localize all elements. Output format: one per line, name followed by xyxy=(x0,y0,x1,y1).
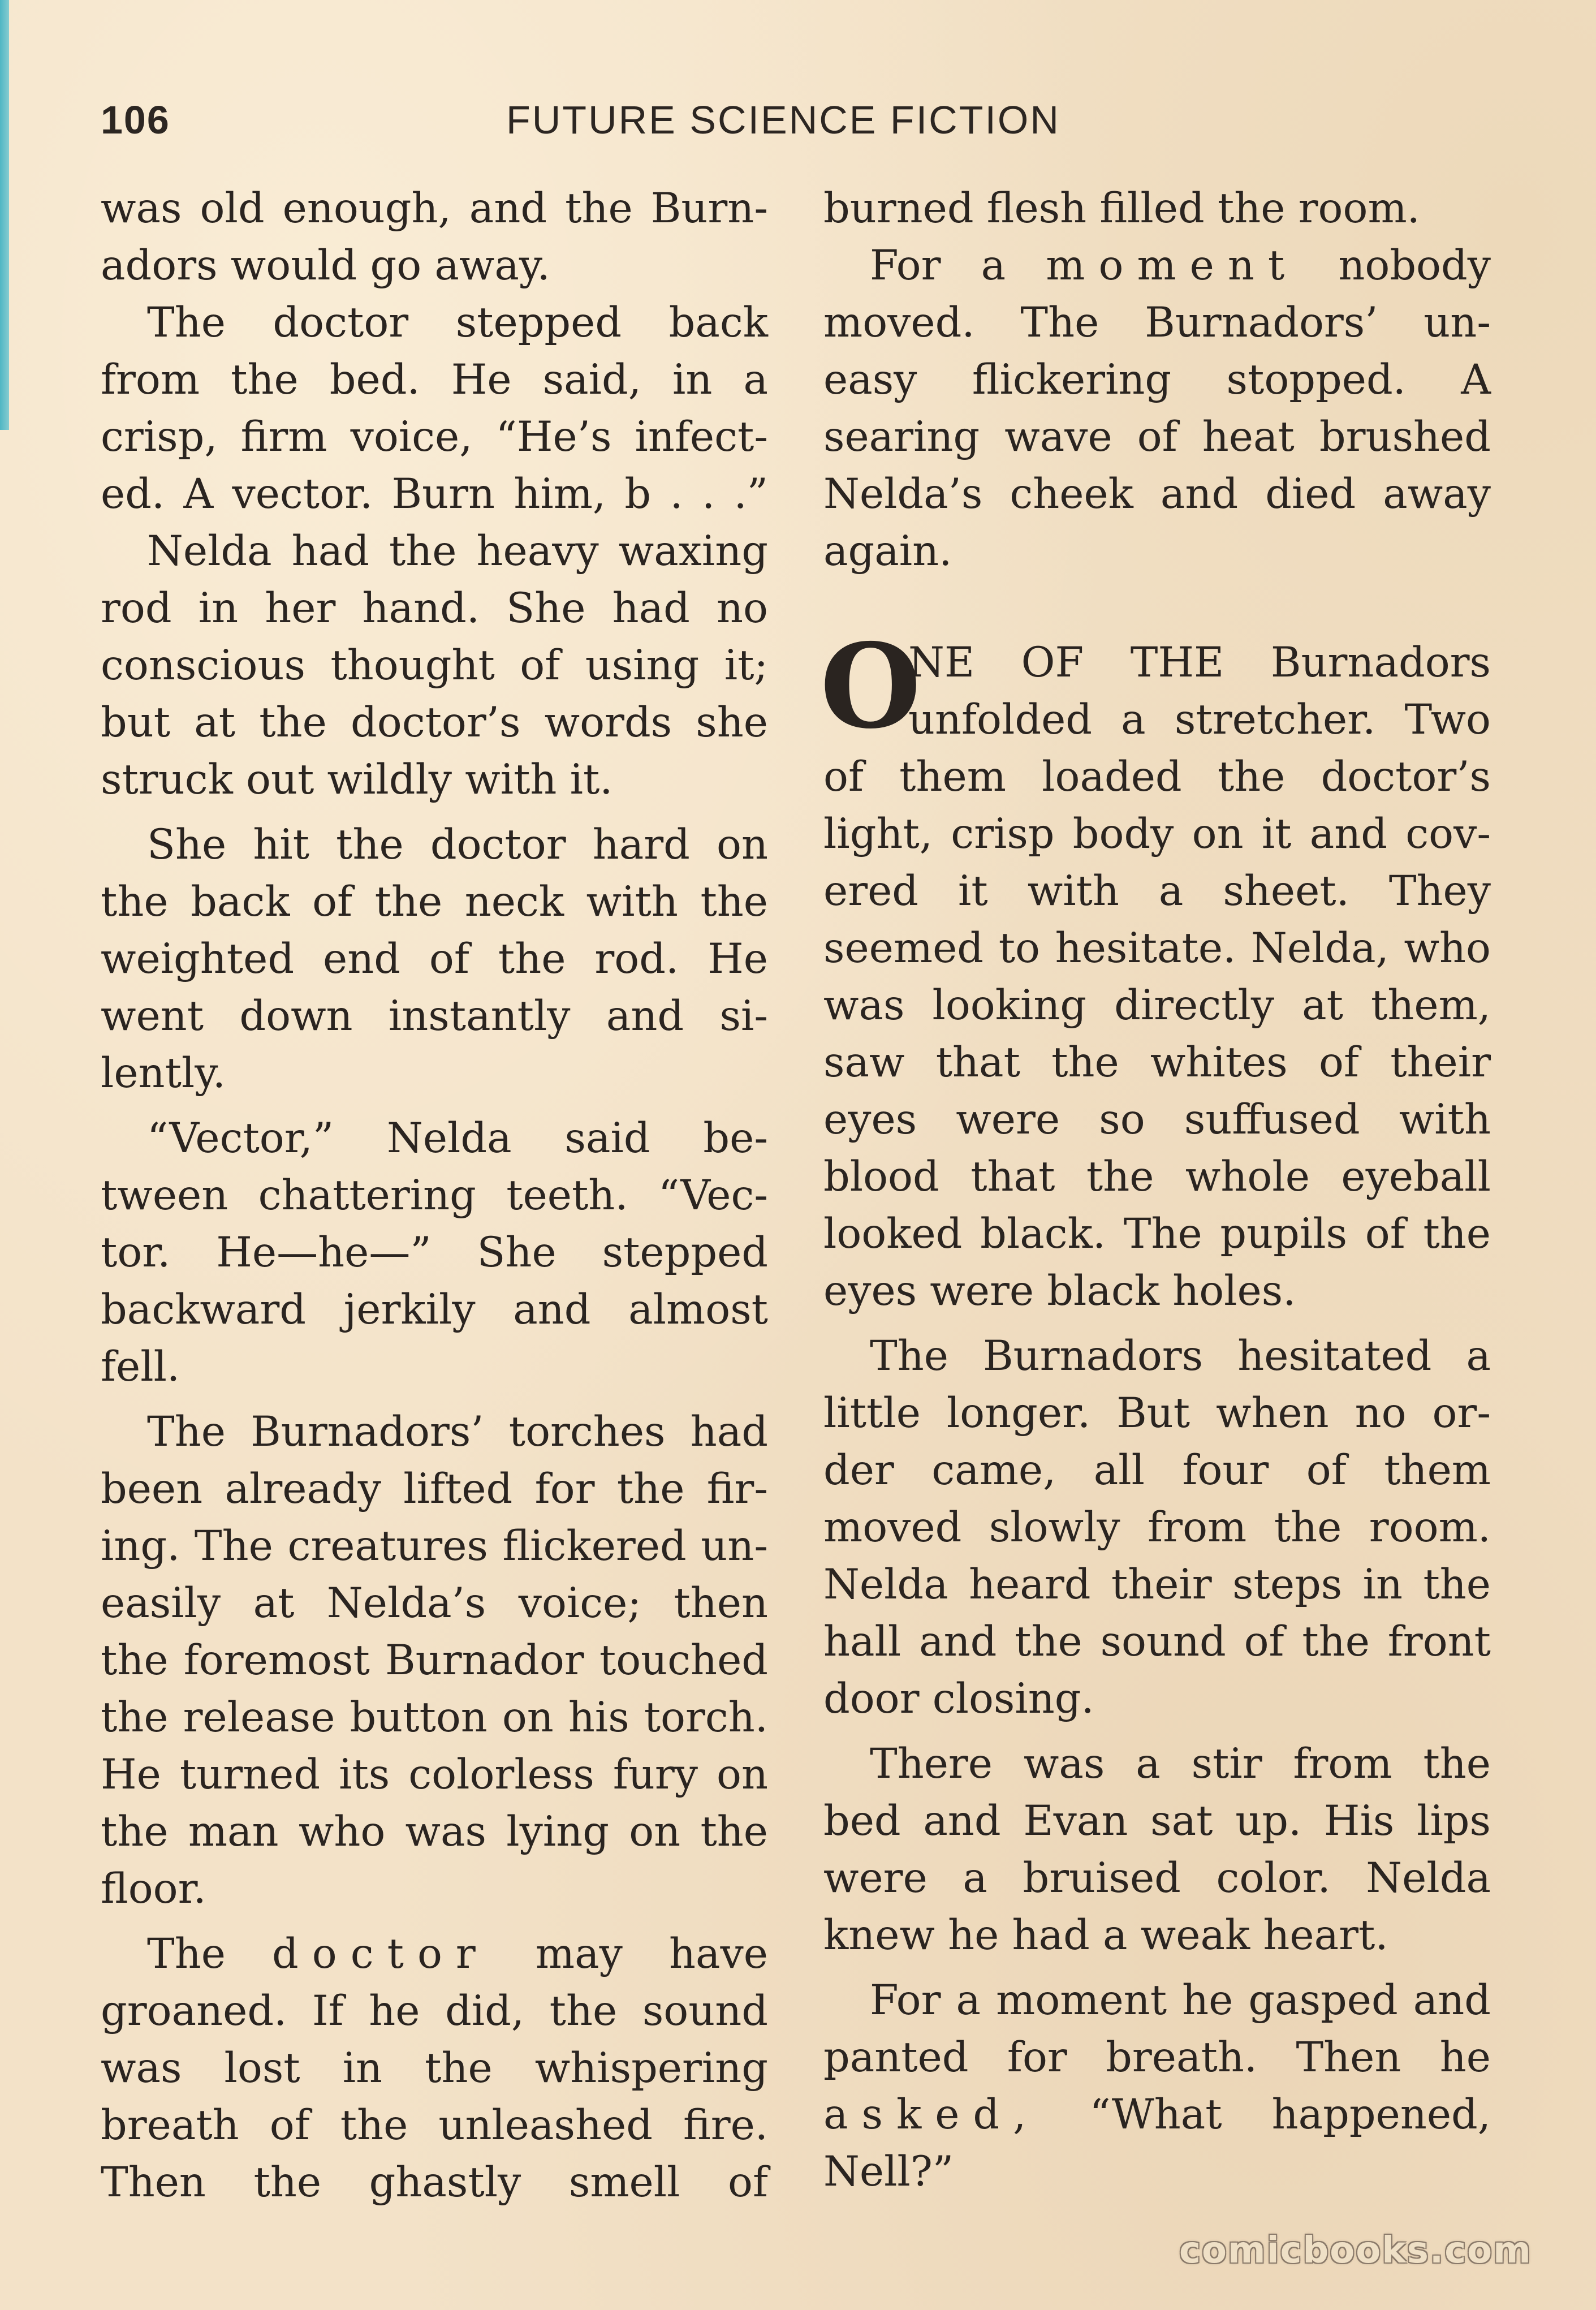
text-line: bed and Evan sat up. His lips xyxy=(823,1797,1491,1845)
text-line: door closing. xyxy=(823,1675,1094,1723)
text-line: der came, all four of them xyxy=(823,1446,1491,1494)
text-line: eyes were so suffused with xyxy=(823,1096,1491,1144)
text-line: Nelda heard their steps in the xyxy=(823,1561,1491,1609)
text-line: looked black. The pupils of the xyxy=(823,1210,1491,1258)
text-line: was looking directly at them, xyxy=(823,981,1491,1029)
text-word-spaced: moment xyxy=(1046,242,1299,290)
text-line: the man who was lying on the xyxy=(101,1808,768,1856)
text-line: the foremost Burnador touched xyxy=(101,1636,768,1684)
text-line: fell. xyxy=(101,1343,180,1391)
text-word-spaced: asked, xyxy=(823,2091,1040,2139)
text-line: the back of the neck with the xyxy=(101,878,768,926)
text-line: again. xyxy=(823,527,952,575)
text-line: weighted end of the rod. He xyxy=(101,935,768,983)
text-line: Nelda had the heavy waxing xyxy=(147,527,768,575)
text-line: Nell?” xyxy=(823,2148,954,2196)
text-line: The doctor stepped back xyxy=(147,299,768,347)
text-line: panted for breath. Then he xyxy=(823,2033,1491,2081)
text-line: Then the ghastly smell of xyxy=(101,2158,768,2206)
text-line: moved. The Burnadors’ un- xyxy=(823,299,1491,347)
text-line: seemed to hesitate. Nelda, who xyxy=(823,924,1491,972)
text-line: breath of the unleashed fire. xyxy=(101,2101,768,2149)
text-line: burned flesh filled the room. xyxy=(823,184,1420,232)
text-line: groaned. If he did, the sound xyxy=(101,1987,768,2035)
text-line: unfolded a stretcher. Two xyxy=(908,696,1491,744)
text-word-spaced: doctor xyxy=(272,1930,489,1978)
text-line xyxy=(823,237,1491,294)
text-word: nobody xyxy=(1338,242,1491,290)
text-line: ed. A vector. Burn him, b . . .” xyxy=(101,470,768,518)
text-line: crisp, firm voice, “He’s infect- xyxy=(101,413,768,461)
page-edge-strip xyxy=(0,0,9,430)
text-line: rod in her hand. She had no xyxy=(101,584,768,632)
text-line: The Burnadors’ torches had xyxy=(147,1408,768,1456)
page-number: 106 xyxy=(101,98,170,142)
text-line xyxy=(101,1925,768,1983)
text-line: of them loaded the doctor’s xyxy=(823,753,1491,801)
text-line: struck out wildly with it. xyxy=(101,756,613,804)
text-line: For a moment he gasped and xyxy=(870,1976,1491,2024)
text-line: searing wave of heat brushed xyxy=(823,413,1491,461)
text-line: were a bruised color. Nelda xyxy=(823,1854,1491,1902)
text-word: may have xyxy=(535,1930,768,1978)
text-line: He turned its colorless fury on xyxy=(101,1751,768,1799)
text-line: was lost in the whispering xyxy=(101,2044,768,2092)
text-line: tor. He—he—” She stepped xyxy=(101,1229,768,1277)
text-word: For a xyxy=(870,242,1006,290)
text-line: Nelda’s cheek and died away xyxy=(823,470,1491,518)
text-line: The Burnadors hesitated a xyxy=(870,1332,1491,1380)
text-line: floor. xyxy=(101,1865,206,1913)
section-opening xyxy=(820,619,1491,755)
text-line: went down instantly and si- xyxy=(101,992,768,1040)
text-line: but at the doctor’s words she xyxy=(101,699,768,747)
text-line xyxy=(823,2086,1491,2143)
text-line: NE OF THE Burnadors xyxy=(908,639,1491,687)
text-line: adors would go away. xyxy=(101,242,550,290)
text-line: hall and the sound of the front xyxy=(823,1618,1491,1666)
text-line: been already lifted for the fir- xyxy=(101,1465,768,1513)
text-line: moved slowly from the room. xyxy=(823,1503,1491,1552)
text-word: “What happened, xyxy=(1089,2091,1491,2139)
text-word: The xyxy=(147,1930,226,1978)
text-line: lently. xyxy=(101,1049,226,1097)
text-line: easy flickering stopped. A xyxy=(823,356,1491,404)
text-line: easily at Nelda’s voice; then xyxy=(101,1579,768,1627)
text-line: She hit the doctor hard on xyxy=(147,821,768,869)
text-line: backward jerkily and almost xyxy=(101,1286,768,1334)
text-line: There was a stir from the xyxy=(870,1740,1491,1788)
running-head-title: FUTURE SCIENCE FICTION xyxy=(506,98,1060,142)
text-line: ing. The creatures flickered un- xyxy=(101,1522,768,1570)
watermark-logo: comicbooks.com xyxy=(1179,2230,1532,2272)
text-line: saw that the whites of their xyxy=(823,1038,1491,1087)
text-line: “Vector,” Nelda said be- xyxy=(147,1114,768,1162)
text-line: light, crisp body on it and cov- xyxy=(823,810,1491,858)
left-text-column xyxy=(101,180,768,2211)
text-line: tween chattering teeth. “Vec- xyxy=(101,1171,768,1219)
text-line: ered it with a sheet. They xyxy=(823,867,1491,915)
text-line: knew he had a weak heart. xyxy=(823,1911,1388,1959)
text-line: little longer. But when no or- xyxy=(823,1389,1491,1437)
text-line: was old enough, and the Burn- xyxy=(101,184,768,232)
text-line: the release button on his torch. xyxy=(101,1693,768,1742)
right-text-column xyxy=(820,180,1491,2200)
text-line: eyes were black holes. xyxy=(823,1267,1296,1315)
text-line: from the bed. He said, in a xyxy=(101,356,768,404)
drop-cap-letter: O xyxy=(820,619,921,755)
text-line: conscious thought of using it; xyxy=(101,641,768,689)
text-line: blood that the whole eyeball xyxy=(823,1153,1491,1201)
